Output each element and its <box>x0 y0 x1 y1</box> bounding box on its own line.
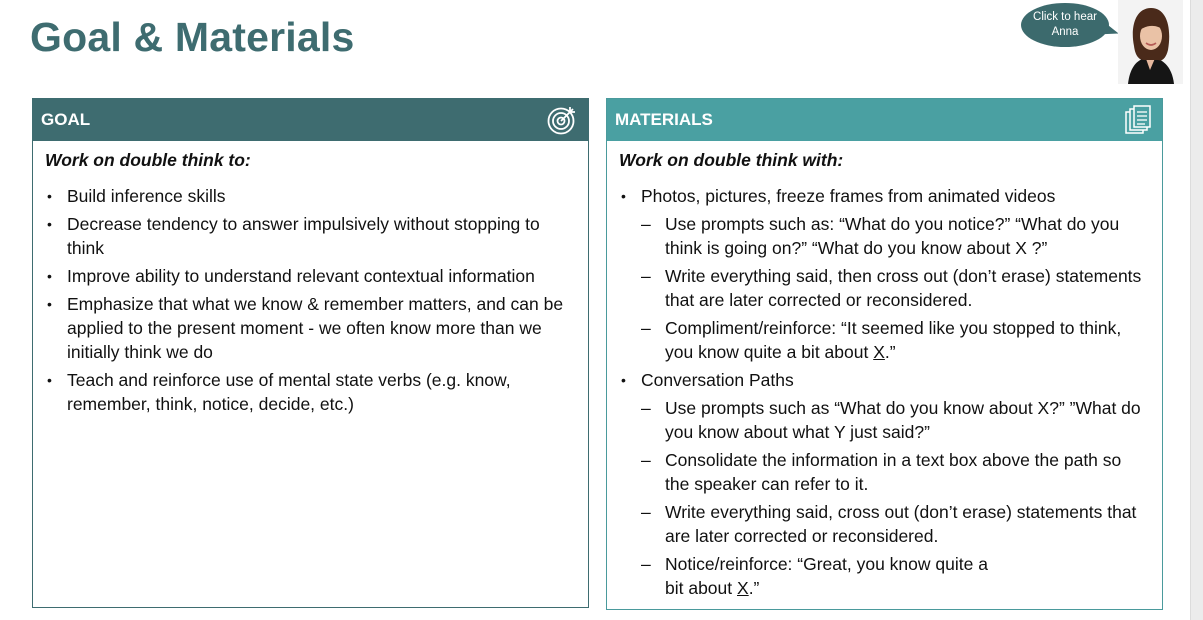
goal-heading: GOAL <box>41 110 91 129</box>
goal-intro: Work on double think to: <box>45 150 251 170</box>
materials-panel <box>606 98 1163 610</box>
materials-subitem-text: Use prompts such as: “What do you notice?” “What do you think is going on?” “What do you know about X ?” <box>665 214 1120 258</box>
underlined-x: X <box>737 578 749 598</box>
goal-item-text: Emphasize that what we know & remember matters, and can be applied to the present moment - we often know more than we initially think we do <box>67 294 564 362</box>
materials-subitem: – Notice/reinforce: “Great, you know quite a bit about X.” <box>641 554 988 598</box>
materials-subitem: – Write everything said, cross out (don’t erase) statements that are later corrected or reconsidered. <box>641 502 1137 546</box>
materials-item-label: Photos, pictures, freeze frames from animated videos <box>641 186 1056 206</box>
materials-subitem-text: bit about <box>665 578 737 598</box>
document-stack-icon <box>1124 104 1152 136</box>
hear-anna-label: Click to hear Anna <box>1033 11 1097 38</box>
goal-panel <box>32 98 589 608</box>
materials-sublist <box>641 212 1150 364</box>
materials-body <box>607 141 1162 600</box>
materials-subitem: – Write everything said, then cross out (don’t erase) statements that are later corrected or reconsidered. <box>641 266 1142 310</box>
materials-subitem-text: Write everything said, cross out (don’t erase) statements that are later corrected or reconsidered. <box>665 502 1137 546</box>
goal-item-text: Build inference skills <box>67 186 226 206</box>
materials-subitem-text: Notice/reinforce: “Great, you know quite a <box>665 554 988 574</box>
page-title: Goal & Materials <box>30 14 355 60</box>
materials-subitem-text: .” <box>884 342 896 362</box>
goal-item: • Improve ability to understand relevant contextual information <box>47 266 535 286</box>
materials-subitem-text: Compliment/reinforce: “It seemed like you stopped to think, you know quite a bit about <box>665 318 1122 362</box>
materials-subitem-text: Write everything said, then cross out (don’t erase) statements that are later corrected or reconsidered. <box>665 266 1142 310</box>
materials-subitem-text: Consolidate the information in a text box above the path so the speaker can refer to it. <box>665 450 1122 494</box>
materials-intro: Work on double think with: <box>619 150 844 170</box>
goal-list <box>45 184 576 416</box>
materials-subitem: – Use prompts such as “What do you know about X?” ”What do you know about what Y just said?” <box>641 398 1141 442</box>
target-icon <box>546 105 578 135</box>
materials-subitem: – Compliment/reinforce: “It seemed like you stopped to think, you know quite a bit about X.” <box>641 318 1122 362</box>
goal-item: • Emphasize that what we know & remember matters, and can be applied to the present moment - we often know more than we initially think we do <box>47 294 564 362</box>
presenter-avatar[interactable] <box>1118 0 1183 84</box>
goal-item-text: Teach and reinforce use of mental state verbs (e.g. know, remember, think, notice, decide, etc.) <box>67 370 511 414</box>
goal-item-text: Improve ability to understand relevant contextual information <box>67 266 535 286</box>
hear-anna-button[interactable] <box>1021 3 1109 47</box>
materials-subitem: – Use prompts such as: “What do you notice?” “What do you think is going on?” “What do you know about X ?” <box>641 214 1120 258</box>
materials-list <box>619 184 1150 600</box>
materials-item: • Conversation Paths – Use prompts such as “What do you know about X?” ”What do you know about what Y just said?” – Consolidate the information in a text box above the path so the speaker can refer to it. – Write everything said, cross out (don’t erase) statements that are later corrected or reconsidered. – Notice/reinforce: “Great, you know quite a bit about X.” <box>619 368 1150 600</box>
goal-item-text: Decrease tendency to answer impulsively without stopping to think <box>67 214 540 258</box>
materials-item-label: Conversation Paths <box>641 370 794 390</box>
presenter-photo-icon <box>1118 0 1183 84</box>
goal-item: • Teach and reinforce use of mental state verbs (e.g. know, remember, think, notice, decide, etc.) <box>47 370 511 414</box>
materials-subitem-text: Use prompts such as “What do you know about X?” ”What do you know about what Y just said?” <box>665 398 1141 442</box>
goal-header <box>33 99 588 141</box>
materials-subitem-text: .” <box>748 578 760 598</box>
window-edge <box>1190 0 1203 620</box>
goal-item: • Decrease tendency to answer impulsively without stopping to think <box>47 214 540 258</box>
materials-sublist <box>641 396 1150 600</box>
materials-item: • Photos, pictures, freeze frames from animated videos – Use prompts such as: “What do you notice?” “What do you think is going on?” “What do you know about X ?” – Write everything said, then cross out (don’t erase) statements that are later corrected or reconsidered. – Compliment/reinforce: “It seemed like you stopped to think, you know quite a bit about X.” <box>619 184 1150 364</box>
materials-heading: MATERIALS <box>615 110 713 129</box>
goal-item: • Build inference skills <box>47 186 226 206</box>
materials-subitem: – Consolidate the information in a text box above the path so the speaker can refer to it. <box>641 450 1122 494</box>
goal-body <box>33 141 588 416</box>
underlined-x: X <box>873 342 885 362</box>
materials-header <box>607 99 1162 141</box>
